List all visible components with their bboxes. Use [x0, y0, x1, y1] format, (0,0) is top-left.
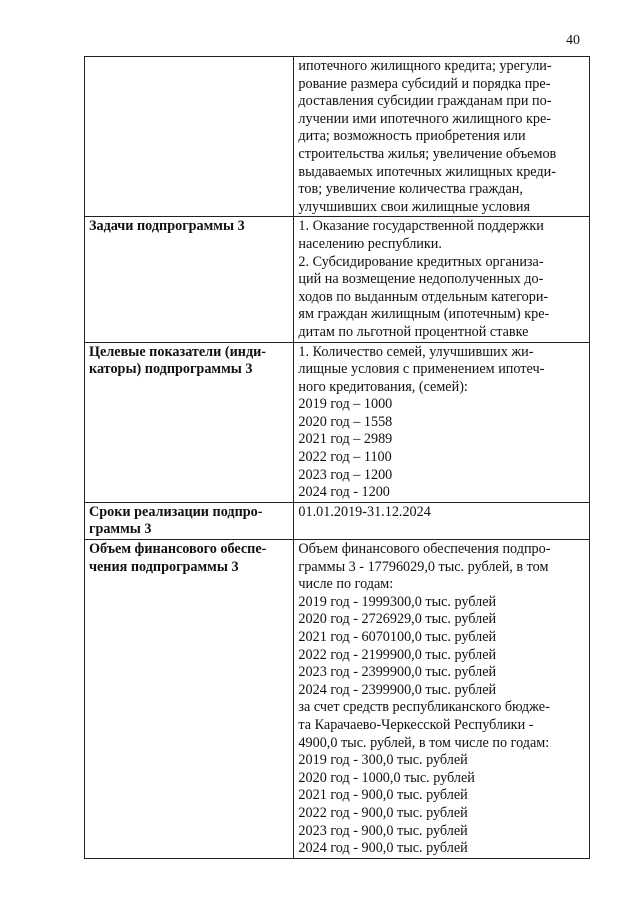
text-line: населению республики. — [298, 235, 442, 252]
row-label — [85, 57, 294, 217]
text-line: числе по годам: — [298, 576, 394, 593]
text-line: 2. Субсидирование кредитных организа- — [298, 253, 544, 270]
row-value-timeframe — [294, 502, 590, 539]
text-line: лищные условия с применением ипотеч- — [298, 361, 545, 378]
text-line: рование размера субсидий и порядка пре- — [298, 75, 551, 92]
row-value-funding — [294, 540, 590, 859]
text-line: 4900,0 тыс. рублей, в том числе по годам: — [298, 734, 550, 751]
label-text: Целевые показатели (инди- — [89, 343, 267, 360]
text-line: 2023 год - 2399900,0 тыс. рублей — [298, 664, 497, 681]
text-line: строительства жилья; увеличение объемов — [298, 145, 557, 162]
text-line: 2019 год - 1999300,0 тыс. рублей — [298, 593, 497, 610]
text-line: 2020 год - 1000,0 тыс. рублей — [298, 769, 475, 786]
text-line: дита; возможность приобретения или — [298, 128, 526, 145]
page-number: 40 — [566, 33, 580, 48]
text-line: 01.01.2019-31.12.2024 — [298, 503, 431, 520]
text-line: 2020 год - 2726929,0 тыс. рублей — [298, 611, 497, 628]
subprogram-passport-table — [84, 56, 590, 859]
table-row — [85, 57, 590, 217]
text-line: 2024 год - 900,0 тыс. рублей — [298, 840, 468, 857]
row-value-indicators — [294, 342, 590, 502]
row-label-timeframe — [85, 502, 294, 539]
text-line: 2023 год – 1200 — [298, 466, 393, 483]
text-line: 2024 год - 1200 — [298, 484, 390, 501]
text-line: ипотечного жилищного кредита; урегули- — [298, 58, 552, 74]
row-label-funding — [85, 540, 294, 859]
text-line: 2021 год - 900,0 тыс. рублей — [298, 787, 468, 804]
text-line: та Карачаево-Черкесской Республики - — [298, 716, 534, 733]
text-line: за счет средств республиканского бюдже- — [298, 699, 550, 716]
text-line: дитам по льготной процентной ставке — [298, 323, 529, 340]
text-line: 2022 год – 1100 — [298, 449, 392, 466]
row-label-tasks — [85, 217, 294, 342]
table-row — [85, 540, 590, 859]
label-text: чения подпрограммы 3 — [89, 558, 239, 575]
text-line: 1. Оказание государственной поддержки — [298, 218, 544, 235]
text-line: лучении ими ипотечного жилищного кре- — [298, 110, 552, 127]
text-line: 2024 год - 2399900,0 тыс. рублей — [298, 681, 497, 698]
text-line: выдаваемых ипотечных жилищных креди- — [298, 163, 556, 180]
table-row — [85, 217, 590, 342]
label-text: каторы) подпрограммы 3 — [89, 361, 253, 378]
text-line: доставления субсидии гражданам при по- — [298, 93, 552, 110]
label-text: граммы 3 — [89, 521, 152, 538]
text-line: улучшивших свои жилищные условия — [298, 198, 531, 215]
row-value — [294, 57, 590, 217]
text-line: ходов по выданным отдельным категори- — [298, 288, 549, 305]
text-line: ям граждан жилищным (ипотечным) кре- — [298, 306, 550, 323]
text-line: 2022 год - 2199900,0 тыс. рублей — [298, 646, 497, 663]
table-row — [85, 502, 590, 539]
row-label-indicators — [85, 342, 294, 502]
text-line: 2019 год - 300,0 тыс. рублей — [298, 752, 468, 769]
text-line: 2021 год – 2989 — [298, 431, 393, 448]
label-text: Задачи подпрограммы 3 — [89, 218, 245, 235]
row-value-tasks — [294, 217, 590, 342]
text-line: граммы 3 - 17796029,0 тыс. рублей, в том — [298, 558, 549, 575]
text-line: 2019 год – 1000 — [298, 396, 393, 413]
text-line: 2023 год - 900,0 тыс. рублей — [298, 822, 468, 839]
text-line: Объем финансового обеспечения подпро- — [298, 541, 551, 558]
text-line: 2020 год – 1558 — [298, 413, 393, 430]
text-line: 1. Количество семей, улучшивших жи- — [298, 343, 534, 360]
label-text: Объем финансового обеспе- — [89, 541, 267, 558]
table-row — [85, 342, 590, 502]
text-line: ного кредитования, (семей): — [298, 378, 468, 395]
text-line: 2022 год - 900,0 тыс. рублей — [298, 804, 468, 821]
text-line: 2021 год - 6070100,0 тыс. рублей — [298, 629, 497, 645]
label-text: Сроки реализации подпро- — [89, 503, 263, 520]
text-line: ций на возмещение недополученных до- — [298, 271, 544, 288]
text-line: тов; увеличение количества граждан, — [298, 181, 523, 198]
